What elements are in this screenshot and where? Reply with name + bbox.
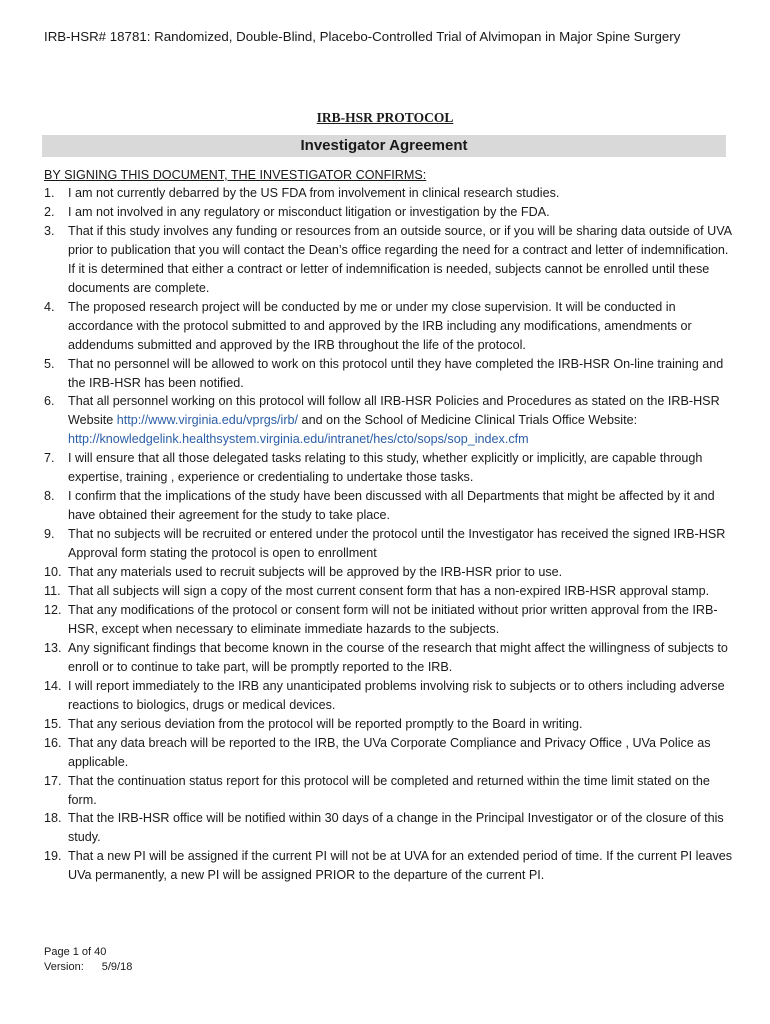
clinical-trials-office-link[interactable]: http://knowledgelink.healthsystem.virginia.edu/intranet/hes/cto/sops/sop_index.cfm xyxy=(68,432,529,447)
item-number: 12. xyxy=(44,602,62,617)
agreement-list xyxy=(44,184,734,885)
item-number: 15. xyxy=(44,716,62,731)
confirms-heading: BY SIGNING THIS DOCUMENT, THE INVESTIGATOR CONFIRMS: xyxy=(44,168,427,182)
item-number: 8. xyxy=(44,489,55,504)
item-number: 16. xyxy=(44,735,62,750)
agreement-item-6 xyxy=(44,392,734,449)
agreement-item-17 xyxy=(44,772,734,810)
agreement-item-7 xyxy=(44,449,734,487)
item-text: That any modifications of the protocol or consent form will not be initiated without prior written approval from the IRB-HSR, except when necessary to eliminate immediate hazards to the subjects. xyxy=(68,602,718,636)
agreement-item-14 xyxy=(44,677,734,715)
item-number: 6. xyxy=(44,394,55,409)
version-line xyxy=(44,960,132,975)
agreement-item-3 xyxy=(44,222,734,298)
item-text: I confirm that the implications of the study have been discussed with all Departments that might be affected by it and have obtained their agreement for the study to take place. xyxy=(68,489,715,523)
item-text: That the continuation status report for this protocol will be completed and returned within the time limit stated on the form. xyxy=(68,773,710,807)
page-number: Page 1 of 40 xyxy=(44,946,107,958)
item-number: 17. xyxy=(44,773,62,788)
item-number: 5. xyxy=(44,356,55,371)
agreement-item-2 xyxy=(44,203,734,222)
running-header: IRB-HSR# 18781: Randomized, Double-Blind, Placebo-Controlled Trial of Alvimopan in Major Spine Surgery xyxy=(44,29,681,44)
item-number: 18. xyxy=(44,811,62,826)
item-number: 2. xyxy=(44,204,55,219)
agreement-item-15 xyxy=(44,715,734,734)
item-number: 3. xyxy=(44,223,55,238)
item-number: 7. xyxy=(44,451,55,466)
item-text: That all subjects will sign a copy of the most current consent form that has a non-expired IRB-HSR approval stamp. xyxy=(68,584,710,599)
version-label: Version: xyxy=(44,961,84,973)
agreement-item-11 xyxy=(44,582,734,601)
item-text-middle: and on the School of Medicine Clinical Trials Office Website: xyxy=(298,413,638,428)
agreement-item-13 xyxy=(44,639,734,677)
agreement-item-10 xyxy=(44,563,734,582)
item-text: I will report immediately to the IRB any unanticipated problems involving risk to subjects or to others including adverse reactions to biologics, drugs or medical devices. xyxy=(68,678,725,712)
item-number: 4. xyxy=(44,299,55,314)
item-number: 10. xyxy=(44,565,62,580)
agreement-item-12 xyxy=(44,601,734,639)
agreement-item-1 xyxy=(44,184,734,203)
item-text: That the IRB-HSR office will be notified within 30 days of a change in the Principal Investigator or of the closure of this study. xyxy=(68,811,724,845)
item-text: That any materials used to recruit subjects will be approved by the IRB-HSR prior to use. xyxy=(68,565,563,580)
item-text: The proposed research project will be conducted by me or under my close supervision. It will be conducted in accordance with the protocol submitted to and approved by the IRB including any modifications, amendments or addendums submitted and approved by the IRB throughout the life of the protocol. xyxy=(68,299,692,352)
agreement-item-5 xyxy=(44,355,734,393)
irb-hsr-website-link[interactable]: http://www.virginia.edu/vprgs/irb/ xyxy=(116,413,299,428)
version-date: 5/9/18 xyxy=(101,961,133,973)
item-text-before: That all personnel working on this protocol will follow all IRB-HSR Policies and Procedures as stated on the IRB-HSR Website xyxy=(68,394,720,428)
agreement-item-18 xyxy=(44,809,734,847)
item-text: That any data breach will be reported to the IRB, the UVa Corporate Compliance and Privacy Office , UVa Police as applicable. xyxy=(68,735,711,769)
item-text: I am not involved in any regulatory or misconduct litigation or investigation by the FDA. xyxy=(68,204,550,219)
item-text: That any serious deviation from the protocol will be reported promptly to the Board in writing. xyxy=(68,716,583,731)
agreement-item-9 xyxy=(44,525,734,563)
item-number: 14. xyxy=(44,678,62,693)
item-text: That no subjects will be recruited or entered under the protocol until the Investigator has received the signed IRB-HSR Approval form stating the protocol is open to enrollment xyxy=(68,527,726,561)
agreement-item-8 xyxy=(44,487,734,525)
item-number: 19. xyxy=(44,849,62,864)
item-text: That a new PI will be assigned if the current PI will not be at UVA for an extended period of time. If the current PI leaves UVa permanently, a new PI will be assigned PRIOR to the departure of the current PI. xyxy=(68,849,733,883)
item-number: 13. xyxy=(44,640,62,655)
agreement-item-16 xyxy=(44,734,734,772)
item-number: 9. xyxy=(44,527,55,542)
protocol-title xyxy=(0,109,770,127)
page-footer xyxy=(44,945,132,975)
item-text: That no personnel will be allowed to work on this protocol until they have completed the IRB-HSR On-line training and the IRB-HSR has been notified. xyxy=(68,356,724,390)
item-number: 1. xyxy=(44,186,55,200)
agreement-item-19 xyxy=(44,847,734,885)
item-text: That if this study involves any funding or resources from an outside source, or if you will be sharing data outside of UVA prior to publication that you will contact the Dean’s office regarding the need for a contract and letter of indemnification. If it is determined that either a contract or letter of indemnification is needed, subjects cannot be enrolled until these documents are complete. xyxy=(68,223,732,295)
protocol-title-text: IRB-HSR PROTOCOL xyxy=(316,110,454,125)
item-text: Any significant findings that become known in the course of the research that might affect the willingness of subjects to enroll or to continue to take part, will be promptly reported to the IRB. xyxy=(68,640,728,674)
agreement-item-4 xyxy=(44,298,734,355)
item-text: I am not currently debarred by the US FDA from involvement in clinical research studies. xyxy=(68,186,560,200)
item-number: 11. xyxy=(44,584,61,599)
section-title-investigator-agreement: Investigator Agreement xyxy=(42,135,726,157)
item-text: I will ensure that all those delegated tasks relating to this study, whether explicitly or implicitly, are capable through expertise, training , experience or credentialing to undertake those tasks. xyxy=(68,451,703,485)
